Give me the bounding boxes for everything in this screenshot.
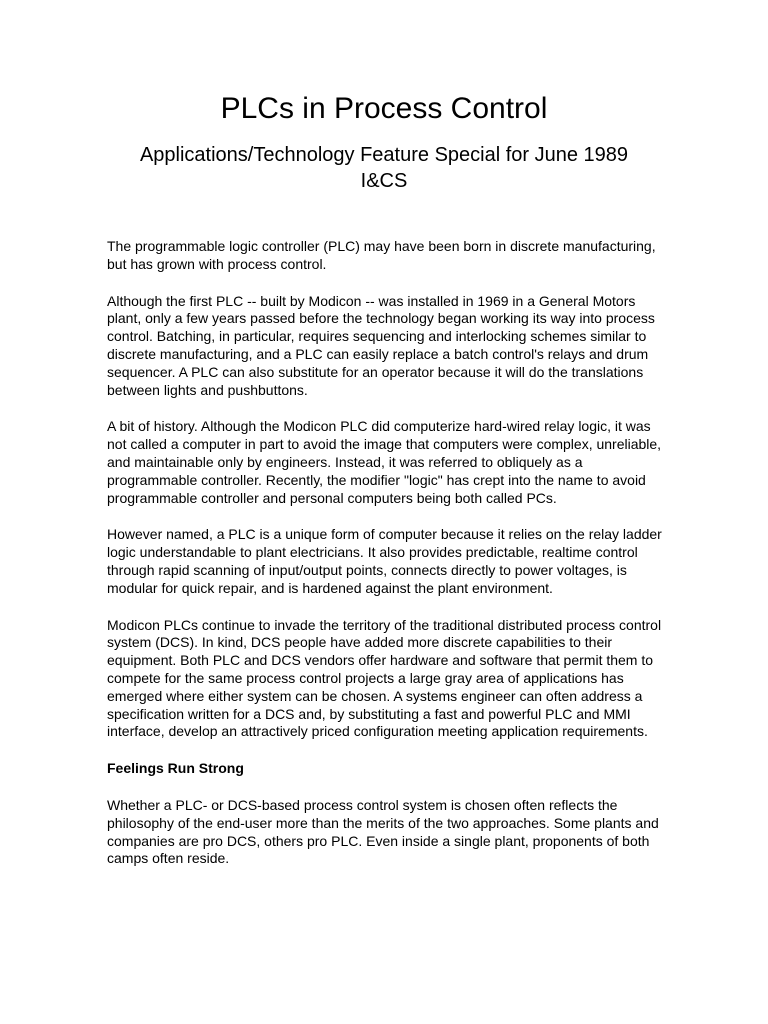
document-subtitle bbox=[100, 142, 668, 194]
section-heading: Feelings Run Strong bbox=[107, 760, 244, 777]
paragraph-history: A bit of history. Although the Modicon PLC did computerize hard-wired relay logic, it was not called a computer in part to avoid the image that computers were complex, unreliable, and maintainable only by engineers. Instead, it was referred to obliquely as a programmable controller. Recently, the modifier "logic" has crept into the name to avoid programmable controller and personal computers being both called PCs. bbox=[107, 418, 662, 506]
paragraph-first-plc: Although the first PLC -- built by Modicon -- was installed in 1969 in a General Motors plant, only a few years passed before the technology began working its way into process control. Batching, in particular, requires sequencing and interlocking schemes similar to discrete manufacturing, and a PLC can easily replace a batch control's relays and drum sequencer. A PLC can also substitute for an operator because it will do the translations between lights and pushbuttons. bbox=[107, 292, 655, 398]
paragraph-modicon-dcs: Modicon PLCs continue to invade the territory of the traditional distributed process control system (DCS). In kind, DCS people have added more discrete capabilities to their equipment. Both PLC and DCS vendors offer hardware and software that permit them to compete for the same process control projects a large gray area of applications has emerged where either system can be chosen. A systems engineer can often address a specification written for a DCS and, by substituting a fast and powerful PLC and MMI interface, develop an attractively priced configuration meeting application requirements. bbox=[107, 616, 662, 740]
document-title: PLCs in Process Control bbox=[220, 92, 548, 125]
paragraph-intro: The programmable logic controller (PLC) may have been born in discrete manufacturing, but has grown with process control. bbox=[107, 238, 656, 272]
paragraph-however-named: However named, a PLC is a unique form of computer because it relies on the relay ladder logic understandable to plant electricians. It also provides predictable, realtime control through rapid scanning of input/output points, connects directly to power voltages, is modular for quick repair, and is hardened against the plant environment. bbox=[107, 526, 662, 596]
paragraph-feelings: Whether a PLC- or DCS-based process control system is chosen often reflects the philosophy of the end-user more than the merits of the two approaches. Some plants and companies are pro DCS, others pro PLC. Even inside a single plant, proponents of both camps often reside. bbox=[107, 796, 659, 867]
subtitle-line-1: Applications/Technology Feature Special for June 1989 bbox=[139, 144, 629, 166]
document-body bbox=[107, 238, 667, 887]
subtitle-line-2: I&CS bbox=[360, 170, 408, 192]
